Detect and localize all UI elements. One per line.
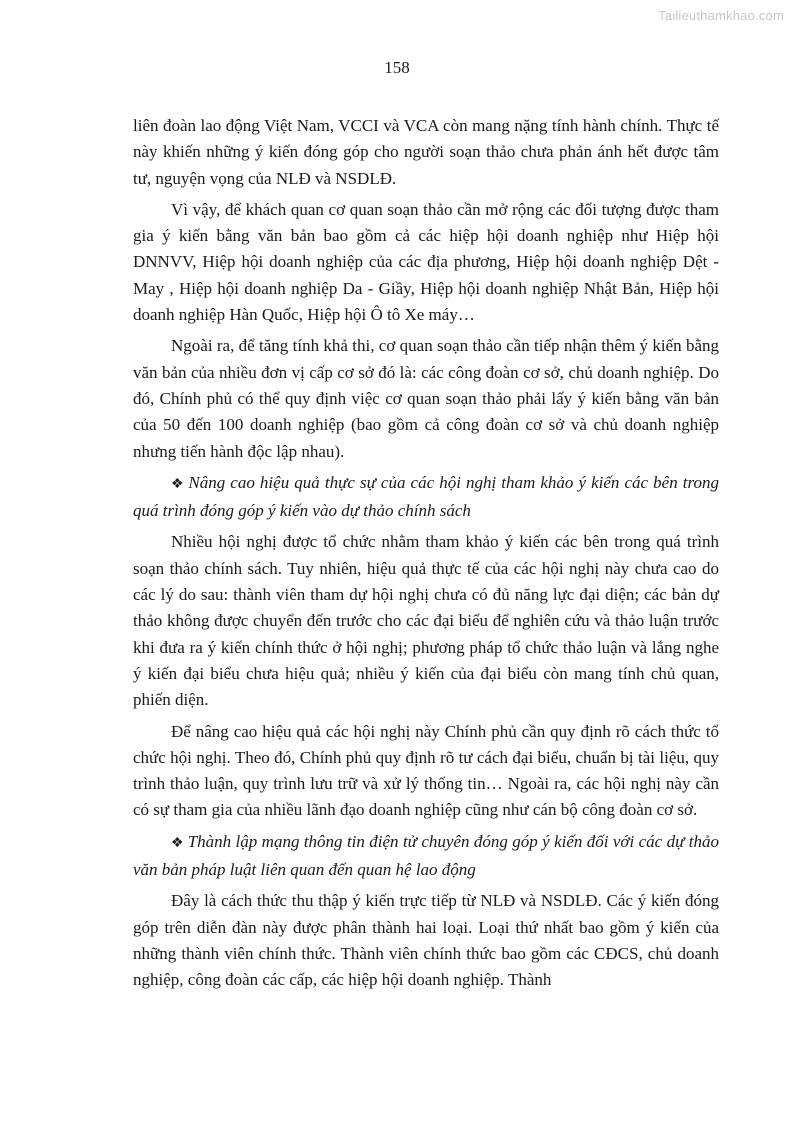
paragraph-grassroots-opinions: Ngoài ra, để tăng tính khả thi, cơ quan soạn thảo cần tiếp nhận thêm ý kiến bằng văn bản của nhiều đơn vị cấp cơ sở đó là: các công đoàn cơ sở, chủ doanh nghiệp. Do đó, Chính phủ có thể quy định việc cơ quan soạn thảo phải lấy ý kiến bằng văn bản của 50 đến 100 doanh nghiệp (bao gồm cả công đoàn cơ sở và chủ doanh nghiệp nhưng tiến hành độc lập nhau). [133,336,719,461]
section-heading-text: Thành lập mạng thông tin điện tử chuyên đóng góp ý kiến đối với các dự thảo văn bản pháp luật liên quan đến quan hệ lao động [133,831,719,880]
watermark: Tailieuthamkhao.com [658,8,784,23]
diamond-bullet-icon: ❖ [171,476,185,492]
section-heading-conferences [133,470,719,525]
paragraph-conference-improvements: Để nâng cao hiệu quả các hội nghị này Chính phủ cần quy định rõ cách thức tổ chức hội nghị. Theo đó, Chính phủ quy định rõ tư cách đại biểu, chuẩn bị tài liệu, quy trình thảo luận, quy trình lưu trữ và xử lý thống tin… Ngoài ra, các hội nghị này cần có sự tham gia của nhiều lãnh đạo doanh nghiệp cũng như cán bộ công đoàn cơ sở. [133,721,719,820]
paragraph-continuation: liên đoàn lao động Việt Nam, VCCI và VCA còn mang nặng tính hành chính. Thực tế này khiến những ý kiến đóng góp cho người soạn thảo chưa phản ánh hết được tâm tư, nguyện vọng của NLĐ và NSDLĐ. [133,116,719,188]
page-number: 158 [384,58,410,77]
paragraph-conference-issues: Nhiều hội nghị được tổ chức nhằm tham khảo ý kiến các bên trong quá trình soạn thảo chính sách. Tuy nhiên, hiệu quả thực tế của các hội nghị này chưa cao do các lý do sau: thành viên tham dự hội nghị chưa có đủ năng lực đại diện; các bản dự thảo không được chuyển đến trước cho các đại biểu để nghiên cứu và thảo luận trước khi đưa ra ý kiến chính thức ở hội nghị; phương pháp tổ chức thảo luận và lắng nghe ý kiến đại biểu chưa hiệu quả; nhiều ý kiến của đại biểu còn mang tính chủ quan, phiến diện. [133,532,719,710]
section-heading-online-network [133,829,719,884]
diamond-bullet-icon: ❖ [171,835,184,851]
paragraph-expand-participants: Vì vậy, để khách quan cơ quan soạn thảo cần mở rộng các đối tượng được tham gia ý kiến bằng văn bản bao gồm cả các hiệp hội doanh nghiệp như Hiệp hội DNNVV, Hiệp hội doanh nghiệp của các địa phương, Hiệp hội doanh nghiệp Dệt - May , Hiệp hội doanh nghiệp Da - Giầy, Hiệp hội doanh nghiệp Nhật Bản, Hiệp hội doanh nghiệp Hàn Quốc, Hiệp hội Ô tô Xe máy… [133,199,719,325]
paragraph-online-network: Đây là cách thức thu thập ý kiến trực tiếp từ NLĐ và NSDLĐ. Các ý kiến đóng góp trên diễn đàn này được phân thành hai loại. Loại thứ nhất bao gồm ý kiến của những thành viên chính thức. Thành viên chính thức bao gồm các CĐCS, chủ doanh nghiệp, công đoàn các cấp, các hiệp hội doanh nghiệp. Thành [133,891,719,990]
document-body [133,113,719,999]
section-heading-text: Nâng cao hiệu quả thực sự của các hội nghị tham khảo ý kiến các bên trong quá trình đóng góp ý kiến vào dự thảo chính sách [133,472,719,521]
